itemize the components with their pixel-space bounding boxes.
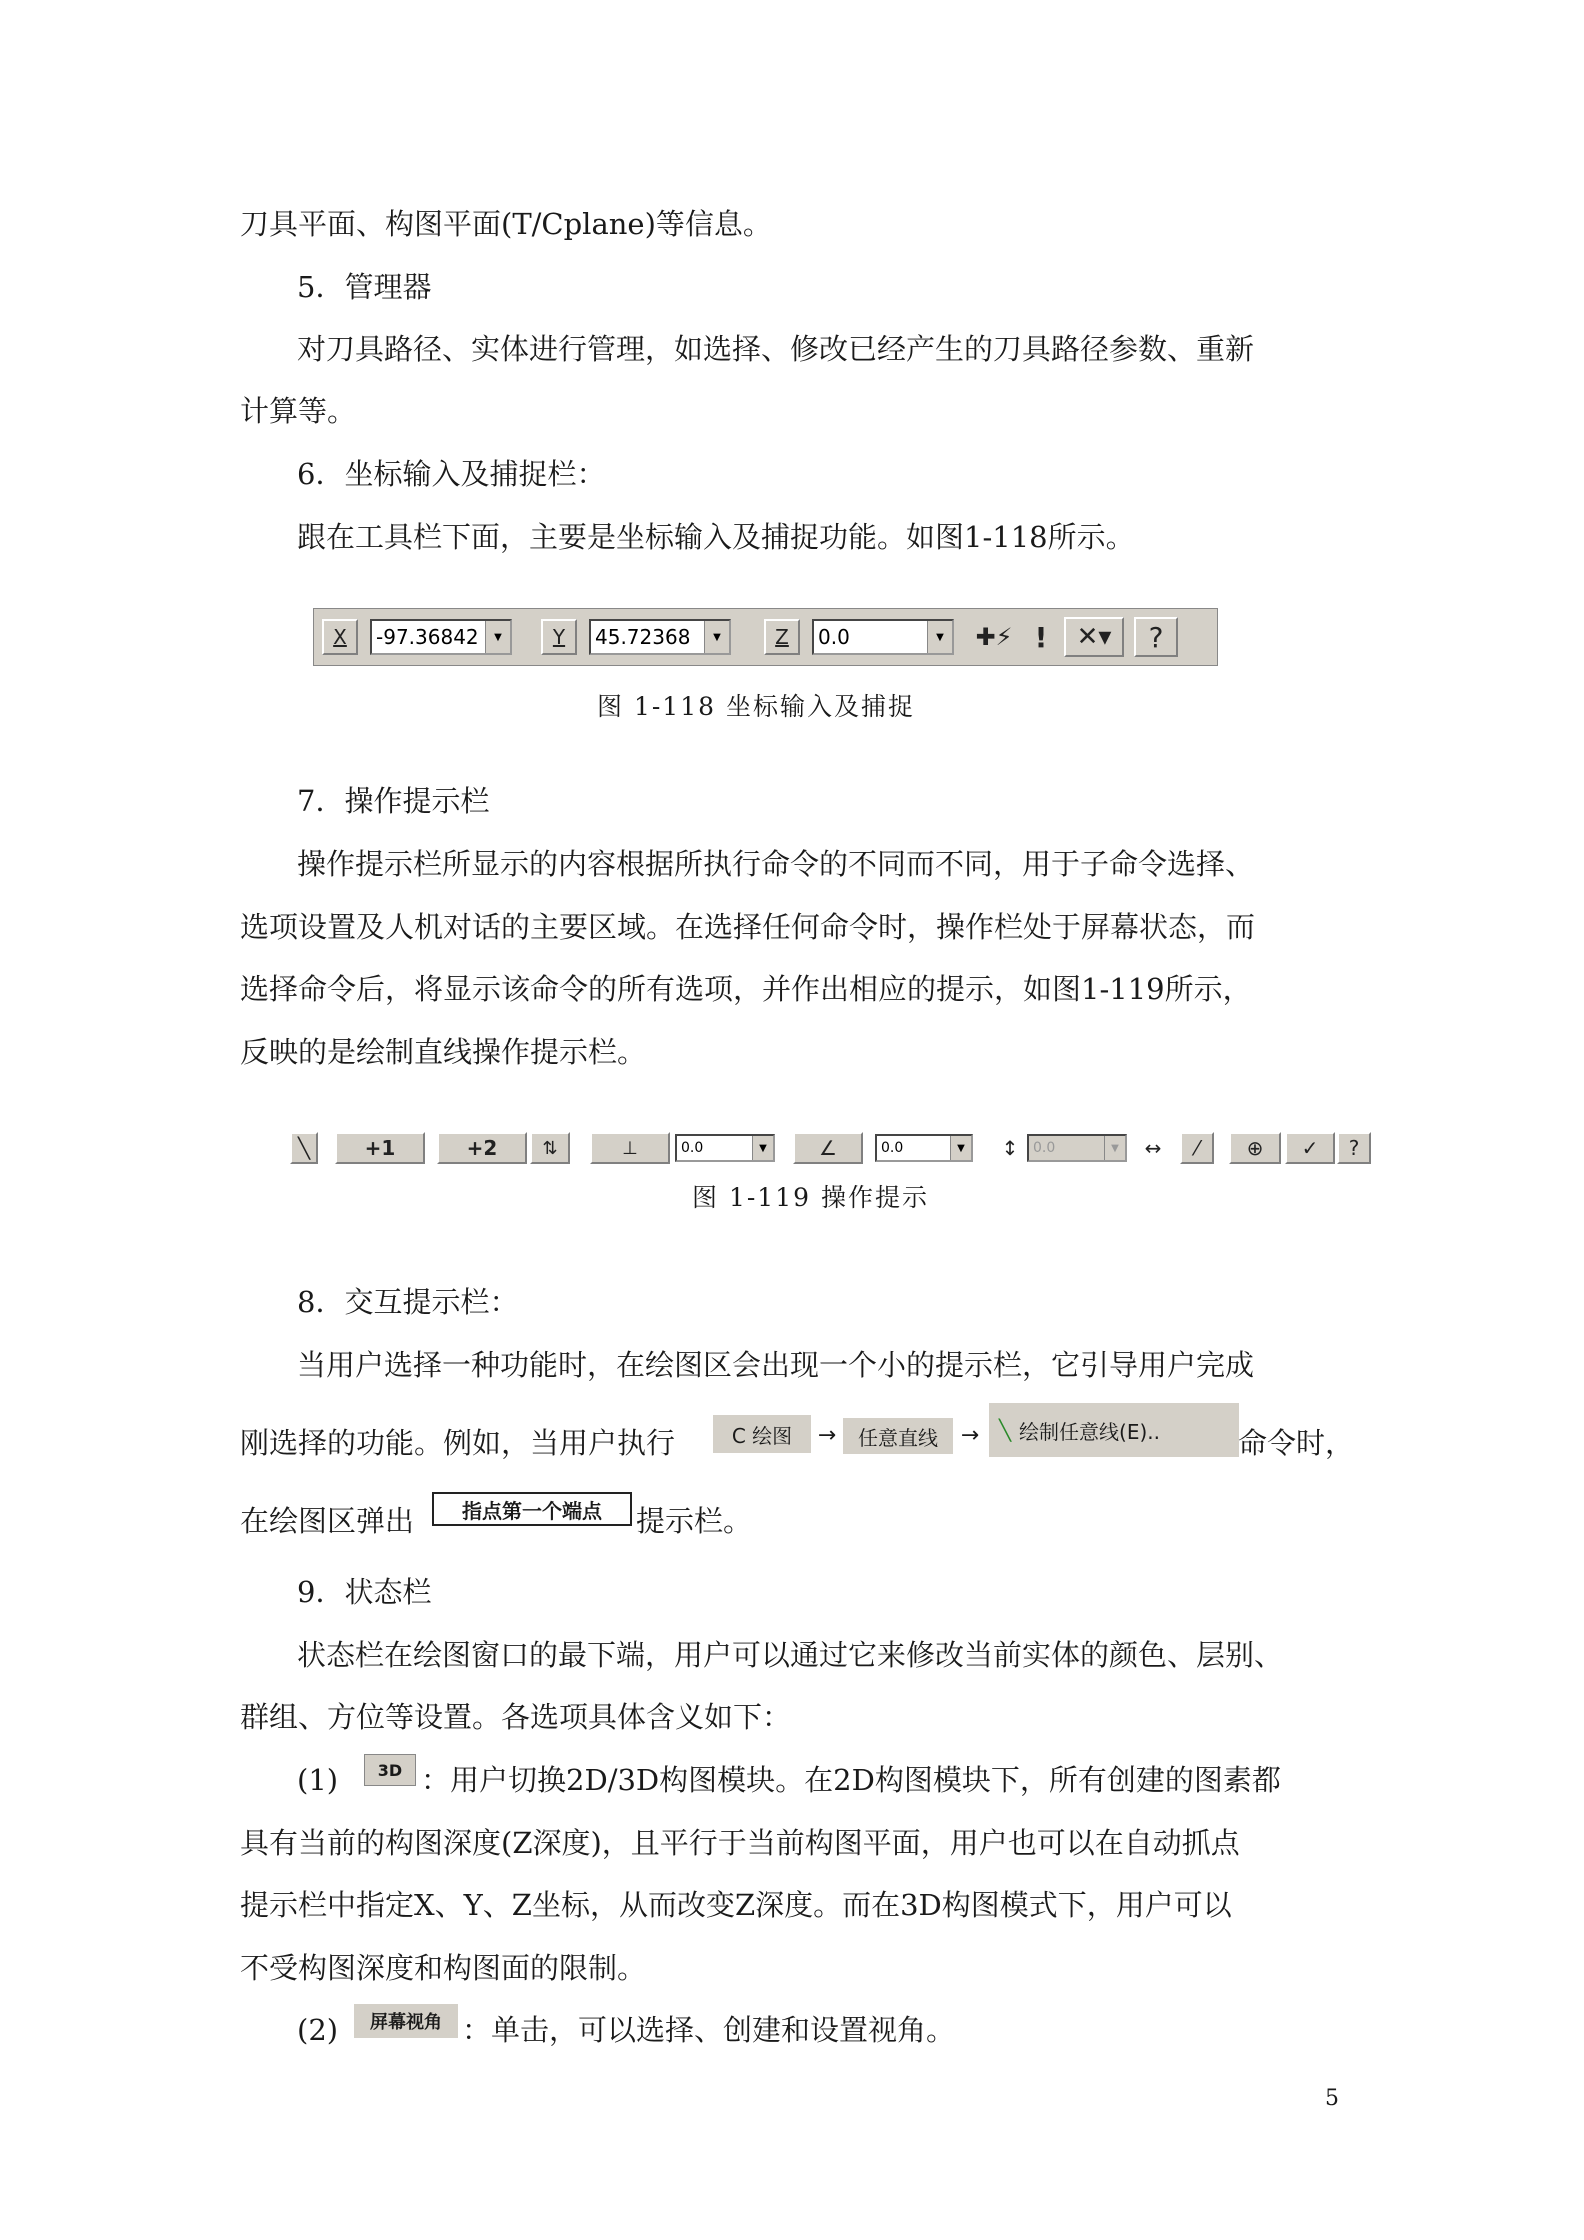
horizontal-icon[interactable]: ↔	[1144, 1136, 1162, 1160]
screen-view-button-label: 屏幕视角	[370, 2012, 442, 2033]
menu-draw-arbitrary-line-image	[989, 1403, 1239, 1457]
y-coordinate-field[interactable]	[589, 619, 731, 655]
line-icon[interactable]: ╲	[290, 1132, 318, 1164]
prompt-first-point-label: 指点第一个端点	[462, 1498, 602, 1523]
snap-mode-icon[interactable]: ✕▾	[1064, 617, 1124, 657]
diagonal-line-icon: ╲	[999, 1418, 1012, 1442]
text-line: 当用户选择一种功能时，在绘图区会出现一个小的提示栏，它引导用户完成	[297, 1348, 1255, 1382]
z-coordinate-button[interactable]: Z	[764, 619, 800, 655]
angle-field[interactable]	[875, 1134, 973, 1162]
text-line: ：单击，可以选择、创建和设置视角。	[462, 2013, 956, 2047]
text-line: 具有当前的构图深度(Z深度)，且平行于当前构图平面，用户也可以在自动抓点	[240, 1826, 1240, 1860]
endpoint-1-button[interactable]: +1	[335, 1132, 425, 1164]
y-coordinate-button[interactable]: Y	[541, 619, 577, 655]
text-line: 操作提示栏所显示的内容根据所执行命令的不同而不同，用于子命令选择、	[297, 847, 1255, 881]
figure-1-118-toolbar	[313, 608, 1218, 666]
menu-arbitrary-line-label: 任意直线	[858, 1425, 938, 1450]
length-field[interactable]	[675, 1134, 775, 1162]
text-line: 选项设置及人机对话的主要区域。在选择任何命令时，操作栏处于屏幕状态，而	[240, 910, 1256, 944]
angle-value: 0.0	[881, 1140, 904, 1156]
text-line: 刀具平面、构图平面(T/Cplane)等信息。	[240, 207, 772, 241]
text-line: 刚选择的功能。例如，当用户执行	[240, 1426, 676, 1460]
text-line: 不受构图深度和构图面的限制。	[240, 1951, 647, 1985]
text-line: 对刀具路径、实体进行管理，如选择、修改已经产生的刀具路径参数、重新	[297, 332, 1255, 366]
section-heading-coordinate-input: 6．坐标输入及捕捉栏：	[297, 457, 606, 491]
text-line: 提示栏中指定X、Y、Z坐标，从而改变Z深度。而在3D构图模式下，用户可以	[240, 1888, 1232, 1922]
text-line: 在绘图区弹出	[240, 1504, 415, 1538]
3d-button-label: 3D	[377, 1760, 403, 1780]
help-icon[interactable]: ?	[1337, 1132, 1371, 1164]
text-line: 提示栏。	[636, 1504, 753, 1538]
item-number: (1)	[297, 1763, 339, 1797]
measure-icon[interactable]: ⊥	[590, 1132, 670, 1164]
help-icon[interactable]: ?	[1134, 617, 1178, 657]
menu-draw-label: C 绘图	[731, 1423, 793, 1448]
dropdown-arrow-icon[interactable]: ▼	[752, 1136, 773, 1160]
add-icon[interactable]: ⊕	[1229, 1132, 1281, 1164]
screen-view-button-image	[354, 2004, 458, 2038]
prompt-first-point-image	[432, 1492, 632, 1526]
section-heading-manager: 5．管理器	[297, 270, 432, 304]
figure-1-119-toolbar	[285, 1128, 1420, 1168]
page-number: 5	[1325, 2086, 1339, 2111]
menu-draw-image	[713, 1415, 811, 1453]
text-line: ：用户切换2D/3D构图模块。在2D构图模块下，所有创建的图素都	[421, 1763, 1281, 1797]
text-line: 状态栏在绘图窗口的最下端，用户可以通过它来修改当前实体的颜色、层别、	[297, 1638, 1284, 1672]
dropdown-arrow-icon[interactable]: ▼	[704, 621, 729, 653]
length-value: 0.0	[681, 1140, 704, 1156]
angle-icon[interactable]: ∠	[793, 1132, 863, 1164]
vertical-icon[interactable]: ↕	[1001, 1136, 1019, 1160]
text-line: 计算等。	[240, 394, 357, 428]
confirm-icon[interactable]: ✓	[1285, 1132, 1335, 1164]
y-coordinate-value: 45.72368	[595, 625, 691, 649]
x-coordinate-button[interactable]: X	[322, 619, 358, 655]
arrow-right-icon: →	[960, 1422, 980, 1448]
text-line: 选择命令后，将显示该命令的所有选项，并作出相应的提示，如图1-119所示，	[240, 972, 1252, 1006]
text-line: 反映的是绘制直线操作提示栏。	[240, 1035, 647, 1069]
section-heading-operation-prompt: 7．操作提示栏	[297, 784, 490, 818]
z-coordinate-field[interactable]	[812, 619, 954, 655]
endpoint-2-button[interactable]: +2	[437, 1132, 527, 1164]
figure-caption: 图 1-119 操作提示	[692, 1183, 929, 1212]
item-number: (2)	[297, 2013, 339, 2047]
warning-icon[interactable]: !	[1034, 620, 1048, 654]
z-coordinate-value: 0.0	[818, 625, 850, 649]
disabled-field-value: 0.0	[1033, 1140, 1056, 1156]
add-point-icon[interactable]: ✚⚡	[975, 623, 1013, 651]
text-line: 命令时，	[1238, 1426, 1355, 1460]
dropdown-arrow-icon[interactable]: ▼	[485, 621, 510, 653]
menu-draw-arbitrary-line-label: 绘制任意线(E)..	[1019, 1419, 1161, 1444]
dropdown-arrow-icon[interactable]: ▼	[927, 621, 952, 653]
arrow-right-icon: →	[817, 1422, 837, 1448]
section-heading-interactive-prompt: 8．交互提示栏：	[297, 1285, 519, 1319]
disabled-field[interactable]	[1027, 1134, 1127, 1162]
tangent-icon[interactable]: ⁄	[1180, 1132, 1214, 1164]
text-line: 群组、方位等设置。各选项具体含义如下：	[240, 1700, 792, 1734]
x-coordinate-field[interactable]	[370, 619, 512, 655]
text-line: 跟在工具栏下面，主要是坐标输入及捕捉功能。如图1-118所示。	[297, 520, 1135, 554]
section-heading-status-bar: 9．状态栏	[297, 1575, 432, 1609]
x-coordinate-value: -97.36842	[376, 625, 479, 649]
figure-caption: 图 1-118 坐标输入及捕捉	[597, 692, 915, 721]
3d-button-image	[364, 1754, 416, 1786]
dropdown-arrow-icon[interactable]: ▼	[950, 1136, 971, 1160]
menu-arbitrary-line-image	[843, 1418, 953, 1454]
dropdown-arrow-icon[interactable]: ▼	[1104, 1136, 1125, 1160]
swap-icon[interactable]: ⇅	[530, 1132, 570, 1164]
